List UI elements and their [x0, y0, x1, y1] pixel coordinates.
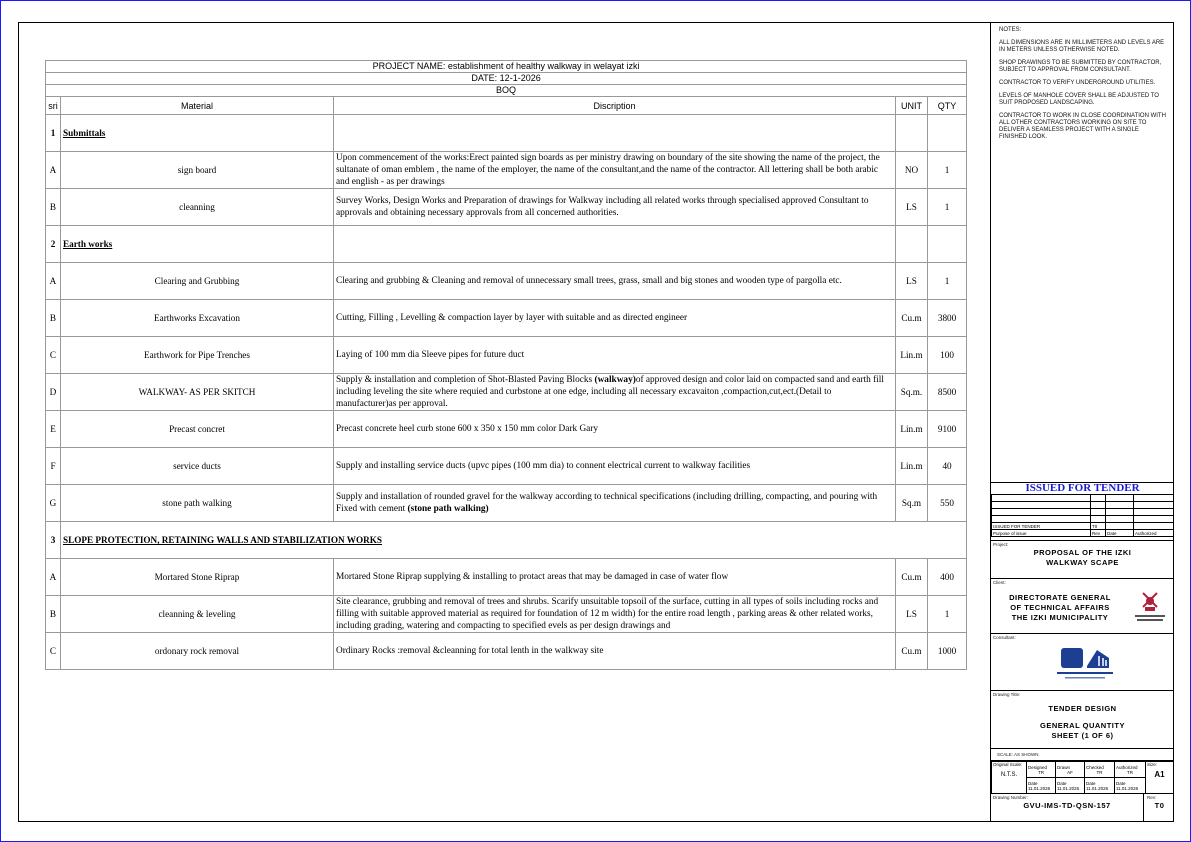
oman-emblem-icon: [1133, 589, 1167, 625]
scale-label: SCALE: AS SHOWN: [997, 752, 1039, 757]
rev-label: Rev:: [1147, 795, 1157, 800]
designed-by: TR: [1038, 769, 1044, 775]
date-value: 11.01.2026: [1086, 785, 1109, 791]
size: A1: [1154, 770, 1165, 779]
date-value: 11.01.2026: [1028, 785, 1051, 791]
project-block: [991, 540, 1174, 578]
row-description: Ordinary Rocks :removal &cleanning for total lenth in the walkway site: [334, 633, 896, 670]
col-material: Material: [61, 97, 334, 115]
empty-cell: [928, 226, 967, 263]
row-unit: Cu.m: [896, 559, 928, 596]
row-sri: D: [46, 374, 61, 411]
row-qty: 1: [928, 189, 967, 226]
note: ALL DIMENSIONS ARE IN MILLIMETERS AND LEVELS ARE IN METERS UNLESS OTHERWISE NOTED.: [999, 40, 1165, 53]
notes-title: NOTES:: [999, 27, 1022, 33]
col-description: Discription: [334, 97, 896, 115]
project-line: PROPOSAL OF THE IZKI: [1033, 548, 1132, 557]
row-unit: Cu.m: [896, 300, 928, 337]
note: SHOP DRAWINGS TO BE SUBMITTED BY CONTRACTOR, SUBJECT TO APPROVAL FROM CONSULTANT.: [999, 60, 1162, 73]
row-qty: 1: [928, 152, 967, 189]
table-row: [46, 189, 967, 226]
drawing-title: SHEET (1 OF 6): [1051, 731, 1114, 740]
row-unit: LS: [896, 596, 928, 633]
authorized-label: Authorized: [1116, 764, 1138, 770]
row-qty: 550: [928, 485, 967, 522]
row-material: stone path walking: [61, 485, 334, 522]
row-material: Earthwork for Pipe Trenches: [61, 337, 334, 374]
row-description: Supply and installing service ducts (upvc pipes (100 mm dia) to connent electrical current to walkway facilities: [334, 448, 896, 485]
empty-cell: [896, 226, 928, 263]
row-sri: 3: [46, 522, 61, 559]
authorized-label: Authorized: [1134, 530, 1174, 537]
client-line: DIRECTORATE GENERAL: [1009, 593, 1111, 602]
project-line: WALKWAY SCAPE: [1046, 558, 1119, 567]
row-unit: NO: [896, 152, 928, 189]
boq-title: BOQ: [46, 85, 967, 97]
row-unit: Sq.m: [896, 485, 928, 522]
consultant-block: [991, 633, 1174, 690]
row-material: service ducts: [61, 448, 334, 485]
row-qty: 40: [928, 448, 967, 485]
note: CONTRACTOR TO VERIFY UNDERGROUND UTILITIES.: [999, 80, 1156, 86]
drawing-number: GVU-IMS-TD-QSN-157: [1023, 801, 1111, 810]
row-description: Precast concrete heel curb stone 600 x 350 x 150 mm color Dark Gary: [334, 411, 896, 448]
rev-label: Rev: [1091, 530, 1106, 537]
project-label: Project:: [993, 542, 1009, 547]
row-sri: B: [46, 300, 61, 337]
purpose-label: Purpose of issue: [992, 530, 1091, 537]
row-sri: E: [46, 411, 61, 448]
row-description: Laying of 100 mm dia Sleeve pipes for future duct: [334, 337, 896, 374]
col-sri: sri: [46, 97, 61, 115]
row-description: Supply & installation and completion of Shot-Blasted Paving Blocks (walkway)of approved design and color laid on compacted sand and earth fill including leveling the site where requied and curbstone at one edge, including all necessary excavaiton ,compaction,cut,ect.(Detail to manufacturer)as per approval.: [334, 374, 896, 411]
row-material: Clearing and Grubbing: [61, 263, 334, 300]
row-sri: B: [46, 596, 61, 633]
empty-cell: [928, 115, 967, 152]
row-unit: Cu.m: [896, 633, 928, 670]
row-unit: Lin.m: [896, 448, 928, 485]
section-title: Submittals: [61, 115, 334, 152]
row-material: cleanning & leveling: [61, 596, 334, 633]
details-block: [991, 760, 1174, 793]
drawn-by: AF: [1067, 769, 1073, 775]
client-label: Client:: [993, 580, 1006, 585]
date-label: Date: [1057, 780, 1067, 786]
row-qty: 400: [928, 559, 967, 596]
date-value: 11.01.2026: [1116, 785, 1139, 791]
row-description: Site clearance, grubbing and removal of trees and shrubs. Scarify unsuitable topsoil of the surface, cutting in all types of soils including rocks and filling with suitable approved material as required for foundation of 12 m width) for the entire road length , parking areas & other related works, including grading, watering and compacting to specified evels as per design drawings and: [334, 596, 896, 633]
row-qty: 100: [928, 337, 967, 374]
row-unit: Lin.m: [896, 337, 928, 374]
consultant-logo-icon: [1053, 646, 1117, 682]
empty-cell: [896, 115, 928, 152]
row-description: Clearing and grubbing & Cleaning and removal of unnecessary small trees, grass, small and big stones and wooden type of pargolla etc.: [334, 263, 896, 300]
drawing-number-label: Drawing Number:: [993, 795, 1029, 800]
row-sri: 2: [46, 226, 61, 263]
title-block: [990, 22, 1174, 822]
orig-scale-label: Original Scale:: [993, 762, 1023, 767]
date-label: Date: [1116, 780, 1126, 786]
project-date: DATE: 12-1-2026: [46, 73, 967, 85]
section-row: [46, 522, 967, 559]
row-qty: 9100: [928, 411, 967, 448]
drawing-title-label: Drawing Title:: [993, 692, 1021, 697]
issue-row: ISSUED FOR TENDER: [992, 523, 1091, 530]
row-sri: A: [46, 559, 61, 596]
row-qty: 1: [928, 596, 967, 633]
row-sri: C: [46, 633, 61, 670]
row-description: Mortared Stone Riprap supplying & installing to protact areas that may be damaged in case of water flow: [334, 559, 896, 596]
table-row: [46, 448, 967, 485]
row-unit: LS: [896, 263, 928, 300]
issue-block: [991, 482, 1174, 540]
drawing-title: GENERAL QUANTITY: [1040, 721, 1125, 730]
drawn-label: Drawn: [1057, 764, 1071, 770]
scale-block: [991, 748, 1174, 760]
row-qty: 3800: [928, 300, 967, 337]
issued-for-tender-stamp: ISSUED FOR TENDER: [1025, 482, 1140, 494]
table-row: [46, 374, 967, 411]
drawing-number-block: [991, 793, 1174, 821]
date-label: Date: [1086, 780, 1096, 786]
row-sri: C: [46, 337, 61, 374]
date-label: Date: [1106, 530, 1134, 537]
issue-rev: T0: [1091, 523, 1106, 530]
section-row: [46, 226, 967, 263]
boq-table: [45, 60, 967, 670]
table-row: [46, 411, 967, 448]
client-line: THE IZKI MUNICIPALITY: [1011, 613, 1109, 622]
row-sri: A: [46, 263, 61, 300]
project-name: PROJECT NAME: establishment of healthy walkway in welayat izki: [46, 61, 967, 73]
row-material: Mortared Stone Riprap: [61, 559, 334, 596]
row-unit: Lin.m: [896, 411, 928, 448]
notes: [991, 22, 1174, 152]
row-description: Survey Works, Design Works and Preparation of drawings for Walkway including all related works through specialised approved Consultant to approvals and obtaining necessary approvals from all concerned authorities.: [334, 189, 896, 226]
table-row: [46, 485, 967, 522]
section-title: SLOPE PROTECTION, RETAINING WALLS AND STABILIZATION WORKS: [61, 522, 967, 559]
empty-cell: [334, 115, 896, 152]
note: CONTRACTOR TO WORK IN CLOSE COORDINATION WITH ALL OTHER CONTRACTORS WORKING ON SITE TO DELIVER A SEAMLESS PROJECT WITH A SINGLE FINISHED LOOK.: [999, 113, 1166, 140]
row-description: Upon commencement of the works:Erect painted sign boards as per ministry drawing on boundary of the site showing the name of the project, the sultanate of oman emblem , the name of the employer, the name of the consultant,and the name of the contractor. All lettering shall be both arabic and english - as per drawings: [334, 152, 896, 189]
row-unit: Sq.m.: [896, 374, 928, 411]
size-label: Size:: [1147, 762, 1158, 767]
section-title: Earth works: [61, 226, 334, 263]
row-description: Cutting, Filling , Levelling & compaction layer by layer with suitable and as directed engineer: [334, 300, 896, 337]
client-block: [991, 578, 1174, 633]
client-line: OF TECHNICAL AFFAIRS: [1010, 603, 1110, 612]
row-qty: 8500: [928, 374, 967, 411]
row-material: cleanning: [61, 189, 334, 226]
table-row: [46, 300, 967, 337]
drawing-title-block: [991, 690, 1174, 748]
row-qty: 1: [928, 263, 967, 300]
checked-by: TR: [1096, 769, 1103, 775]
row-sri: F: [46, 448, 61, 485]
drawing-title: TENDER DESIGN: [1048, 704, 1117, 713]
row-material: ordonary rock removal: [61, 633, 334, 670]
section-row: [46, 115, 967, 152]
row-material: WALKWAY- AS PER SKITCH: [61, 374, 334, 411]
col-unit: UNIT: [896, 97, 928, 115]
row-qty: 1000: [928, 633, 967, 670]
table-row: [46, 633, 967, 670]
row-material: Earthworks Excavation: [61, 300, 334, 337]
revision: T0: [1154, 801, 1165, 810]
consultant-label: Consultant:: [993, 635, 1016, 640]
row-sri: B: [46, 189, 61, 226]
col-qty: QTY: [928, 97, 967, 115]
designed-label: Designed: [1028, 764, 1048, 770]
table-row: [46, 559, 967, 596]
note: LEVELS OF MANHOLE COVER SHALL BE ADJUSTED TO SUIT PROPOSED LANDSCAPING.: [999, 93, 1159, 106]
orig-scale: N.T.S.: [1000, 772, 1018, 778]
table-row: [46, 152, 967, 189]
date-label: Date: [1028, 780, 1038, 786]
table-row: [46, 596, 967, 633]
date-value: 11.01.2026: [1057, 785, 1080, 791]
empty-cell: [334, 226, 896, 263]
row-material: Precast concret: [61, 411, 334, 448]
table-row: [46, 263, 967, 300]
table-row: [46, 337, 967, 374]
row-material: sign board: [61, 152, 334, 189]
authorized-by: TR: [1127, 769, 1133, 775]
row-sri: A: [46, 152, 61, 189]
row-description: Supply and installation of rounded gravel for the walkway according to technical specifications (including drilling, compacting, and pouring with Fixed with cement (stone path walking): [334, 485, 896, 522]
checked-label: Checked: [1086, 764, 1104, 770]
row-sri: 1: [46, 115, 61, 152]
row-unit: LS: [896, 189, 928, 226]
row-sri: G: [46, 485, 61, 522]
